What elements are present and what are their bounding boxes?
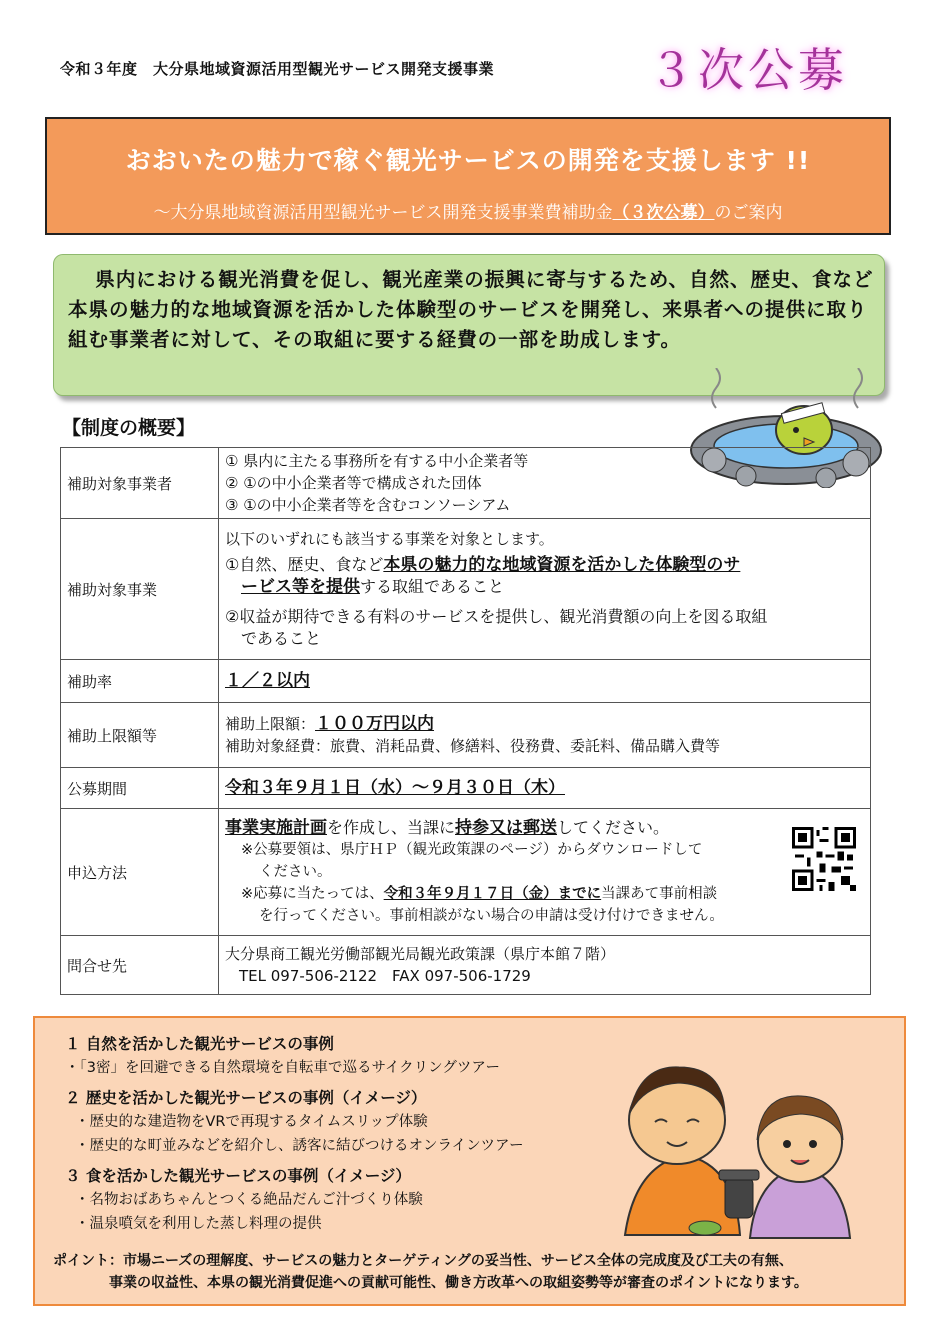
label-contact: 問合せ先: [61, 936, 219, 995]
row-limit: [61, 703, 871, 768]
item1-bold1: 本県の魅力的な地域資源を活かした体験型のサ: [383, 555, 741, 575]
qr-code-icon[interactable]: [792, 827, 856, 891]
apply-end: してください。: [557, 818, 670, 837]
example2-title: ２ 歴史を活かした観光サービスの事例（イメージ）: [65, 1089, 427, 1107]
row-contact: [61, 936, 871, 995]
value-period: [219, 768, 871, 809]
apply-note1-cont: ください。: [259, 864, 332, 880]
round-badge: ３次公募: [648, 43, 848, 97]
projects-item2: ②収益が期待できる有料のサービスを提供し、観光消費額の向上を図る取組: [225, 607, 768, 626]
example3-title: ３ 食を活かした観光サービスの事例（イメージ）: [65, 1167, 411, 1185]
list-item: ・名物おばあちゃんとつくる絶品だんご汁づくり体験: [75, 1192, 423, 1208]
item1-pre: ①自然、歴史、食など: [225, 555, 384, 574]
contact-line2: TEL 097-506-2122 FAX 097-506-1729: [239, 967, 531, 985]
sub-title-prefix: ～大分県地域資源活用型観光サービス開発支援事業費補助金: [153, 203, 613, 223]
row-rate: [61, 660, 871, 703]
list-item: ・「3密」を回避できる自然環境を自転車で巡るサイクリングツアー: [65, 1060, 500, 1076]
value-target-businesses: [219, 448, 871, 519]
note2-pre: ※応募に当たっては、: [241, 886, 384, 902]
projects-lead: 以下のいずれにも該当する事業を対象とします。: [225, 530, 554, 548]
limit-prefix: 補助上限額：: [225, 715, 316, 733]
title-banner: [45, 117, 891, 235]
sub-title-round: （３次公募）: [612, 203, 715, 223]
apply-mid: を作成し、当課に: [327, 818, 456, 837]
list-item: ・温泉噴気を利用した蒸し料理の提供: [75, 1216, 322, 1232]
list-item: ① 県内に主たる事務所を有する中小企業者等: [225, 452, 529, 470]
item1-post: する取組であること: [360, 577, 505, 596]
expenses-line: 補助対象経費：旅費、消耗品費、修繕料、役務費、委託料、備品購入費等: [225, 737, 721, 755]
list-item: ③ ①の中小企業者等を含むコンソーシアム: [225, 496, 511, 514]
limit-value: １００万円以内: [315, 714, 435, 734]
list-item: ・歴史的な町並みなどを紹介し、誘客に結びつけるオンラインツアー: [75, 1138, 524, 1154]
value-limit: [219, 703, 871, 768]
note2-bold: 令和３年９月１７日（金）までに: [383, 886, 602, 902]
apply-bold2: 持参又は郵送: [455, 818, 558, 838]
apply-note1: ※公募要領は、県庁ＨＰ（観光政策課のページ）からダウンロードして: [241, 842, 703, 858]
sub-title: [47, 198, 889, 223]
point-line1: ポイント：市場ニーズの理解度、サービスの魅力とターゲティングの妥当性、サービス全体の完成度及び工夫の有無、: [53, 1253, 793, 1269]
list-item: ② ①の中小企業者等で構成された団体: [225, 474, 482, 492]
note2-post: 当課あて事前相談: [601, 886, 718, 902]
projects-item1: [225, 554, 864, 576]
row-target-projects: [61, 519, 871, 660]
value-contact: [219, 936, 871, 995]
value-target-projects: [219, 519, 871, 660]
projects-item2-cont: であること: [241, 629, 322, 648]
apply-note2-cont: を行ってください。事前相談がない場合の申請は受け付けできません。: [259, 908, 724, 924]
row-target-businesses: [61, 448, 871, 519]
tea-ceremony-illustration: [615, 1060, 855, 1240]
value-apply: [219, 809, 871, 936]
contact-line1: 大分県商工観光労働部観光局観光政策課（県庁本館７階）: [225, 945, 616, 963]
projects-item1-cont: [225, 576, 864, 598]
item1-bold2: ービス等を提供: [241, 577, 360, 597]
overview-heading: 【制度の概要】: [62, 417, 196, 439]
apply-line: [225, 817, 864, 839]
main-title: おおいたの魅力で稼ぐ観光サービスの開発を支援します !!: [125, 146, 811, 175]
overview-table: [60, 447, 871, 995]
label-rate: 補助率: [61, 660, 219, 703]
row-period: [61, 768, 871, 809]
intro-text: 県内における観光消費を促し、観光産業の振興に寄与するため、自然、歴史、食など本県の魅力的な地域資源を活かした体験型のサービスを開発し、来県者への提供に取り組む事業者に対して、その取組に要する経費の一部を助成します。: [68, 268, 874, 351]
list-item: ・歴史的な建造物をVRで再現するタイムスリップ体験: [75, 1114, 428, 1130]
label-apply: 申込方法: [61, 809, 219, 936]
point-text: [53, 1250, 893, 1294]
program-name: 令和３年度 大分県地域資源活用型観光サービス開発支援事業: [60, 60, 495, 78]
sub-title-suffix: のご案内: [714, 203, 783, 223]
label-limit: 補助上限額等: [61, 703, 219, 768]
period-value: 令和３年９月１日（水）～９月３０日（木）: [225, 778, 565, 798]
apply-bold1: 事業実施計画: [225, 818, 327, 838]
label-target-businesses: 補助対象事業者: [61, 448, 219, 519]
point-line2: 事業の収益性、本県の観光消費促進への貢献可能性、働き方改革への取組姿勢等が審査のポイントになります。: [53, 1275, 808, 1291]
row-apply: [61, 809, 871, 936]
rate-value: １／２以内: [225, 671, 310, 691]
label-period: 公募期間: [61, 768, 219, 809]
label-target-projects: 補助対象事業: [61, 519, 219, 660]
example1-title: １ 自然を活かした観光サービスの事例: [65, 1035, 334, 1053]
apply-note2: [225, 883, 864, 905]
limit-line: [225, 713, 864, 735]
value-rate: [219, 660, 871, 703]
